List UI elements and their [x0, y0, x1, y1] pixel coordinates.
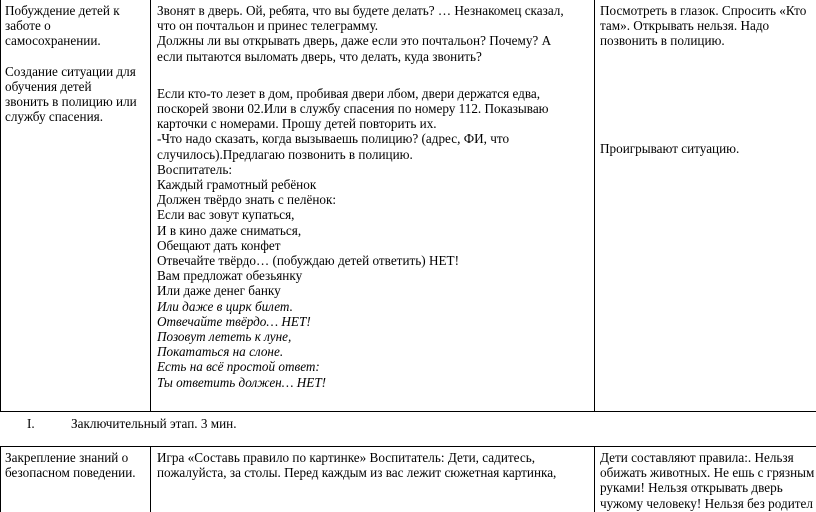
- poem-line: Отвечайте твёрдо… (побуждаю детей ответить) НЕТ!: [157, 253, 459, 269]
- section2-column-divider-1: [150, 446, 151, 512]
- goal-cell: [5, 3, 149, 124]
- dialogue-line: -Что надо сказать, когда вызываешь полицию? (адрес, ФИ, что: [157, 131, 510, 147]
- dialogue-line: карточки с номерами. Прошу детей повторить их.: [157, 116, 437, 132]
- stage-numeral: I.: [27, 416, 35, 431]
- task-line: службу спасения.: [5, 109, 103, 125]
- rule-line: руками! Нельзя открывать дверь: [600, 480, 783, 496]
- column-divider-2: [594, 0, 595, 412]
- poem-line: Вам предложат обезьянку: [157, 268, 303, 284]
- poem-line-italic: Есть на всё простой ответ:: [157, 359, 320, 375]
- stage-title: Заключительный этап. 3 мин.: [71, 416, 237, 431]
- rule-line: обижать животных. Не ешь с грязным: [600, 465, 815, 481]
- dialogue-line: Воспитатель:: [157, 161, 232, 177]
- dialogue-line: если пытаются выломать дверь, что делать, куда звонить?: [157, 48, 482, 64]
- dialogue-line: что он почтальон и принес телеграмму.: [157, 18, 379, 34]
- dialogue-line: Если кто-то лезет в дом, пробивая двери лбом, двери держатся едва,: [157, 85, 541, 101]
- goal-line: Побуждение детей к: [5, 3, 120, 18]
- rule-line: чужому человеку! Нельзя без родител: [600, 495, 813, 511]
- role-play-text: Проигрывают ситуацию.: [600, 141, 740, 156]
- poem-line: Или даже денег банку: [157, 283, 281, 299]
- children-line: там». Открывать нельзя. Надо: [600, 18, 770, 34]
- goal-line: безопасном поведении.: [5, 465, 136, 481]
- poem-line-italic: Или даже в цирк билет.: [157, 298, 293, 314]
- section2-column-divider-2: [594, 446, 595, 512]
- stage-heading: [27, 416, 727, 431]
- task-line: обучения детей: [5, 78, 92, 94]
- dialogue-line: Звонят в дверь. Ой, ребята, что вы будете делать? … Незнакомец сказал,: [157, 3, 564, 18]
- poem-line: Должен твёрдо знать с пелёнок:: [157, 192, 337, 208]
- task-line: звонить в полицию или: [5, 94, 137, 110]
- role-play-note: [600, 141, 810, 156]
- goal-line: самосохранении.: [5, 33, 101, 49]
- poem-line-italic: Ты ответить должен… НЕТ!: [157, 374, 327, 390]
- poem-line-italic: Позовут лететь к луне,: [157, 329, 292, 345]
- poem-line-italic: Покататься на слоне.: [157, 344, 284, 360]
- task-line: Создание ситуации для: [5, 63, 136, 79]
- teacher-activity-cell: [157, 3, 593, 390]
- dialogue-line: случилось).Предлагаю позвонить в полицию.: [157, 146, 413, 162]
- dialogue-line: поскорей звони 02.Или в службу спасения по номеру 112. Показываю: [157, 101, 549, 117]
- children-line: позвонить в полицию.: [600, 33, 725, 49]
- poem-line: Если вас зовут купаться,: [157, 207, 295, 223]
- children-activity-cell: [600, 3, 816, 49]
- poem-line: И в кино даже сниматься,: [157, 222, 302, 238]
- game-line: пожалуйста, за столы. Перед каждым из вас лежит сюжетная картинка,: [157, 465, 557, 481]
- column-divider-1: [150, 0, 151, 412]
- consolidation-goal-cell: [5, 450, 149, 480]
- section2-top-border: [0, 446, 816, 447]
- goal-line: заботе о: [5, 18, 51, 34]
- game-line: Игра «Составь правило по картинке» Воспитатель: Дети, садитесь,: [157, 450, 536, 465]
- poem-line: Обещают дать конфет: [157, 237, 281, 253]
- rules-cell: [600, 450, 816, 511]
- section1-bottom-border: [0, 411, 816, 412]
- dialogue-line: Должны ли вы открывать дверь, даже если это почтальон? Почему? А: [157, 33, 552, 49]
- goal-line: Закрепление знаний о: [5, 450, 129, 465]
- children-line: Посмотреть в глазок. Спросить «Кто: [600, 3, 807, 18]
- rule-line: Дети составляют правила:. Нельзя: [600, 450, 794, 465]
- game-description-cell: [157, 450, 593, 480]
- table-border-left: [0, 0, 1, 412]
- poem-line-italic: Отвечайте твёрдо… НЕТ!: [157, 313, 311, 329]
- poem-line: Каждый грамотный ребёнок: [157, 177, 317, 193]
- section2-border-left: [0, 446, 1, 512]
